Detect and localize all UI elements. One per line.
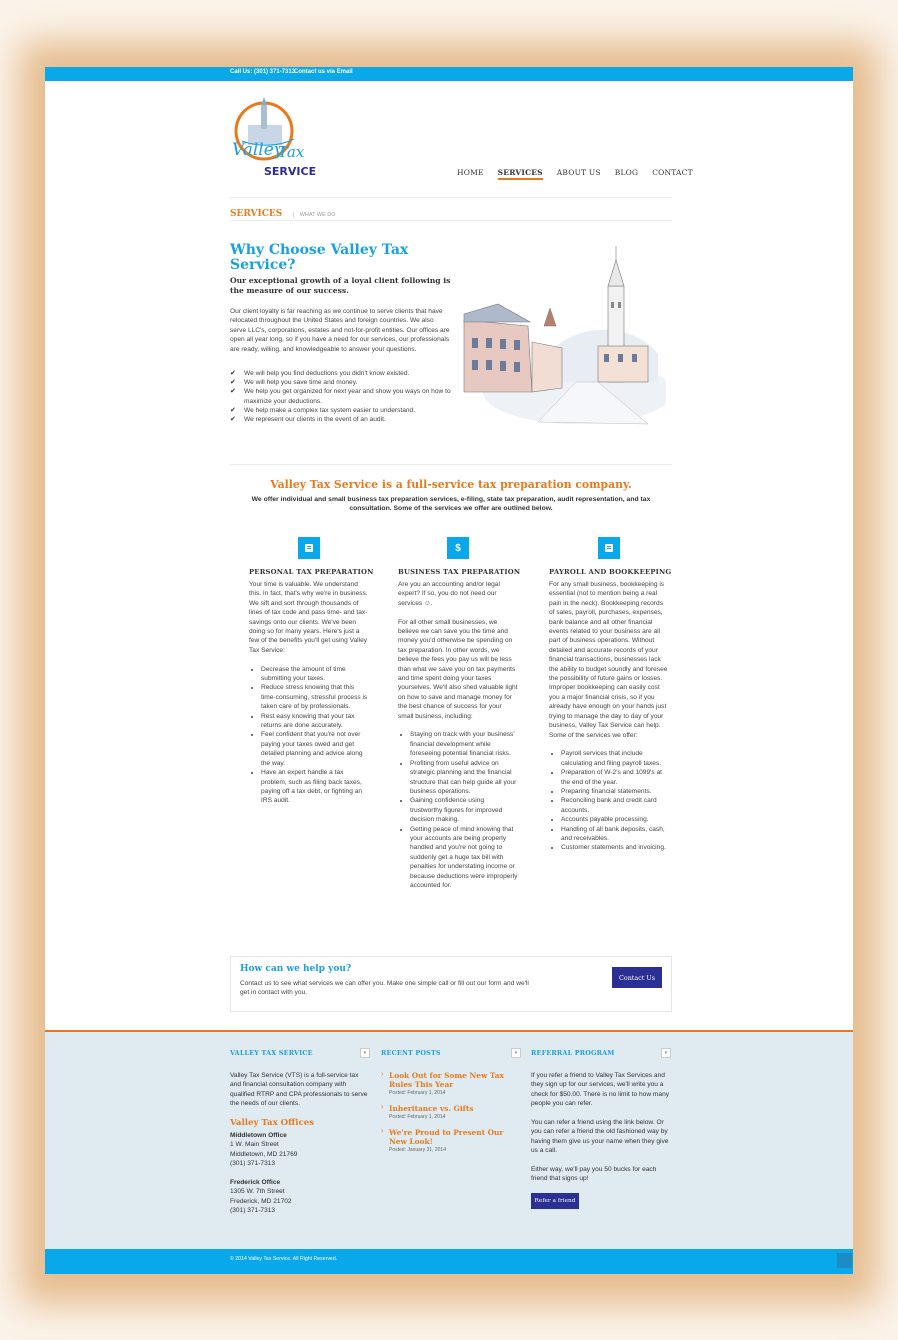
book-icon — [598, 537, 620, 559]
divider — [230, 464, 672, 465]
top-bar — [45, 67, 853, 81]
list-item: • Have an expert handle a tax problem, such as filing back taxes, paying off a tax debt, or fighting an IRS audit. — [261, 768, 369, 806]
dollar-icon: $ — [447, 537, 469, 559]
phone-link[interactable]: Call Us: (301) 371-7313 — [230, 69, 296, 75]
refer-friend-button[interactable]: Refer a friend — [531, 1193, 579, 1209]
service-bullets — [249, 665, 369, 806]
divider — [230, 220, 672, 221]
check-icon: ✔ — [230, 370, 236, 377]
list-item: • Reconciling bank and credit card accounts. — [561, 796, 669, 815]
footer-about — [230, 1049, 370, 1225]
post-title-link[interactable]: Inheritance vs. Gifts — [389, 1104, 474, 1113]
email-link[interactable]: Contact us via Email — [294, 69, 353, 75]
check-item: ✔ We represent our clients in the event of an audit. — [230, 416, 386, 424]
check-icon: ✔ — [230, 379, 236, 387]
footer-heading: REFERRAL PROGRAM ▾ — [531, 1049, 671, 1059]
town-illustration — [458, 242, 666, 430]
book-icon — [298, 537, 320, 559]
post-item — [381, 1071, 521, 1096]
arrow-right-icon: › — [381, 1128, 384, 1135]
service-title: BUSINESS TAX PREPARATION — [398, 568, 521, 576]
footer-recent-posts — [381, 1049, 521, 1161]
service-text: Are you an accounting and/or legal expert? If so, you do not need our services ☺. — [398, 581, 500, 607]
service-column-business — [398, 537, 521, 899]
logo[interactable] — [228, 95, 318, 183]
post-title-link[interactable]: Look Out for Some New Tax Rules This Year — [389, 1071, 504, 1089]
why-checklist — [230, 369, 460, 424]
footer-heading: VALLEY TAX SERVICE ▾ — [230, 1049, 370, 1059]
posts-list — [381, 1071, 521, 1153]
nav-about-us[interactable]: ABOUT US — [556, 168, 601, 177]
office: Middletown Office 1 W. Main Street Middletown, MD 21769 (301) 371-7313 — [230, 1132, 298, 1168]
check-item: ✔ We help you get organized for next year and show you ways on how to maximize your deductions. — [230, 388, 451, 405]
nav-services[interactable]: SERVICES — [491, 168, 550, 177]
list-item: • Accounts payable processing. — [561, 815, 669, 824]
service-bullets — [398, 730, 518, 890]
list-item: • Feel confident that you're not over paying your taxes owed and get detailed planning and advice along the way. — [261, 730, 369, 768]
nav-blog[interactable]: BLOG — [614, 168, 639, 177]
footer-about-text: Valley Tax Service (VTS) is a full-service tax and financial consultation company with qualified RTRP and CPA professionals to serve the needs of our clients. — [230, 1072, 368, 1108]
list-item: • Getting peace of mind knowing that your accounts are being properly handled and you're not going to suddenly get a huge tax bill with penalties for understating income or because deductions were improperly accounted for. — [410, 825, 518, 891]
help-box — [230, 956, 672, 1012]
logo-word-valley: Valley — [232, 140, 284, 160]
service-column-payroll — [549, 537, 672, 862]
breadcrumb — [230, 203, 336, 221]
office: Frederick Office 1305 W. 7th Street Frederick, MD 21702 (301) 371-7313 — [230, 1179, 292, 1215]
help-text: Contact us to see what services we can offer you. Make one simple call or fill out our form and we'll get in contact with you. — [240, 980, 529, 997]
list-item: • Rest easy knowing that your tax returns are done accurately. — [261, 712, 369, 731]
divider — [230, 197, 672, 198]
offices-heading: Valley Tax Offices — [230, 1118, 315, 1129]
list-item: • Decrease the amount of time submitting your taxes. — [261, 665, 369, 684]
bottom-bar — [45, 1249, 853, 1274]
main-nav — [450, 168, 700, 177]
logo-word-tax: Tax — [278, 143, 305, 161]
full-service-subtitle: We offer individual and small business tax preparation services, e-filing, state tax preparation, audit representation, and tax consultation. Some of the services we offer are outlined below. — [251, 496, 651, 513]
check-item: ✔ We will help you save time and money. — [230, 379, 358, 387]
service-text: For any small business, bookkeeping is essential (not to mention being a real pain in the neck). Bookkeeping records of sales, payroll, purchases, expenses, bank balance and all other financial events related to your business are all part of business operations. Without detailed and accurate records of your financial transactions, businesses lack the ability to budget soundly and foresee the possibility of future gains or losses. Improper bookkeeping can easily cost you a major financial crisis, so if you already have enough on your hands just trying to manage the day to day of your business, Valley Tax Service can help. Some of the services we offer: — [549, 581, 668, 739]
arrow-right-icon: › — [381, 1071, 384, 1078]
nav-home[interactable]: HOME — [457, 168, 484, 177]
list-item: • Staying on track with your business' financial development while foreseeing potential financial risks. — [410, 730, 518, 758]
service-text: Your time is valuable. We understand this. In fact, that's why we're in business. We sift and sort through thousands of lines of tax code and pass time- and tax-savings onto our clients. We've been doing so for many years. Here's just a few of the benefits you'll get using Valley Tax Service: — [249, 581, 368, 654]
why-subtitle: Our exceptional growth of a loyal client following is the measure of our success. — [230, 276, 451, 295]
nav-contact[interactable]: CONTACT — [652, 168, 693, 177]
post-item — [381, 1104, 521, 1120]
logo-word-service: SERVICE — [264, 165, 317, 178]
footer-referral — [531, 1049, 671, 1209]
list-item: • Gaining confidence using trustworthy figures for improved decision making. — [410, 796, 518, 824]
arrow-right-icon: › — [381, 1104, 384, 1111]
post-item — [381, 1128, 521, 1153]
service-bullets — [549, 749, 669, 852]
list-item: • Profiting from useful advice on strategic planning and the financial structure that can help guide all your business operations. — [410, 759, 518, 797]
post-date: Posted: February 1, 2014 — [389, 1090, 446, 1096]
referral-text: Either way, we'll pay you 50 bucks for each friend that signs up! — [531, 1166, 657, 1183]
contact-us-button[interactable]: Contact Us — [612, 967, 662, 988]
footer-heading: RECENT POSTS ▾ — [381, 1049, 521, 1059]
post-date: Posted: January 31, 2014 — [389, 1147, 446, 1153]
scroll-to-top-button[interactable] — [837, 1253, 852, 1268]
service-title: PERSONAL TAX PREPARATION — [249, 568, 374, 576]
service-column-personal — [249, 537, 374, 815]
service-text: For all other small businesses, we believe we can save you the time and money you'd otherwise be spending on tax preparation. In other words, we believe the fees you pay us will be less than what we save you on tax payments and time spent doing your taxes yourselves. We'll also shed valuable light on how to save and manage money for the best chance of success for your small business, including: — [398, 618, 518, 720]
post-title-link[interactable]: We're Proud to Present Our New Look! — [389, 1128, 504, 1146]
referral-text: If you refer a friend to Valley Tax Services and they sign up for our services, we'll write you a check for $50.00. There is no limit to how many people you can refer. — [531, 1072, 670, 1108]
list-item: • Customer statements and invoicing. — [561, 843, 669, 852]
page — [45, 67, 853, 1274]
list-item: • Reduce stress knowing that this time-consuming, stressful process is taken care of by professionals. — [261, 683, 369, 711]
why-body: Our client loyalty is far reaching as we continue to serve clients that have relocated throughout the United States and foreign countries. We also serve LLC's, corporations, estates and not-for-profit entities. Our offices are open all year long, so if you have a need for our services, our professionals are ready, willing, and knowledgeable to answer your questions. — [230, 308, 450, 353]
chevron-down-icon[interactable]: ▾ — [661, 1048, 671, 1058]
chevron-down-icon[interactable]: ▾ — [360, 1048, 370, 1058]
list-item: • Preparing financial statements. — [561, 787, 669, 796]
service-title: PAYROLL AND BOOKKEEPING — [549, 568, 672, 576]
full-service-title: Valley Tax Service is a full-service tax preparation company. — [270, 478, 632, 491]
check-item: ✔ We will help you find deductions you didn't know existed. — [230, 370, 410, 377]
help-title: How can we help you? — [240, 964, 352, 974]
referral-text: You can refer a friend using the link below. Or you can refer a friend the old fashioned way by having them give us your name when they give us a call. — [531, 1119, 669, 1155]
check-item: ✔ We help make a complex tax system easier to understand. — [230, 406, 416, 414]
check-icon: ✔ — [230, 416, 236, 424]
page-title: SERVICES — [230, 209, 283, 219]
chevron-down-icon[interactable]: ▾ — [511, 1048, 521, 1058]
check-icon: ✔ — [230, 388, 236, 396]
footer — [45, 1030, 853, 1251]
post-date: Posted: February 1, 2014 — [389, 1114, 446, 1120]
page-subtitle: WHAT WE DO — [293, 212, 336, 218]
list-item: • Preparation of W-2's and 1099's at the end of the year. — [561, 768, 669, 787]
check-icon: ✔ — [230, 406, 236, 414]
why-title: Why Choose Valley Tax Service? — [230, 242, 409, 273]
list-item: • Payroll services that include calculating and filing payroll taxes. — [561, 749, 669, 768]
copyright: © 2014 Valley Tax Service. All Right Reserved. — [230, 1256, 338, 1262]
list-item: • Handling of all bank deposits, cash, and receivables. — [561, 825, 669, 844]
